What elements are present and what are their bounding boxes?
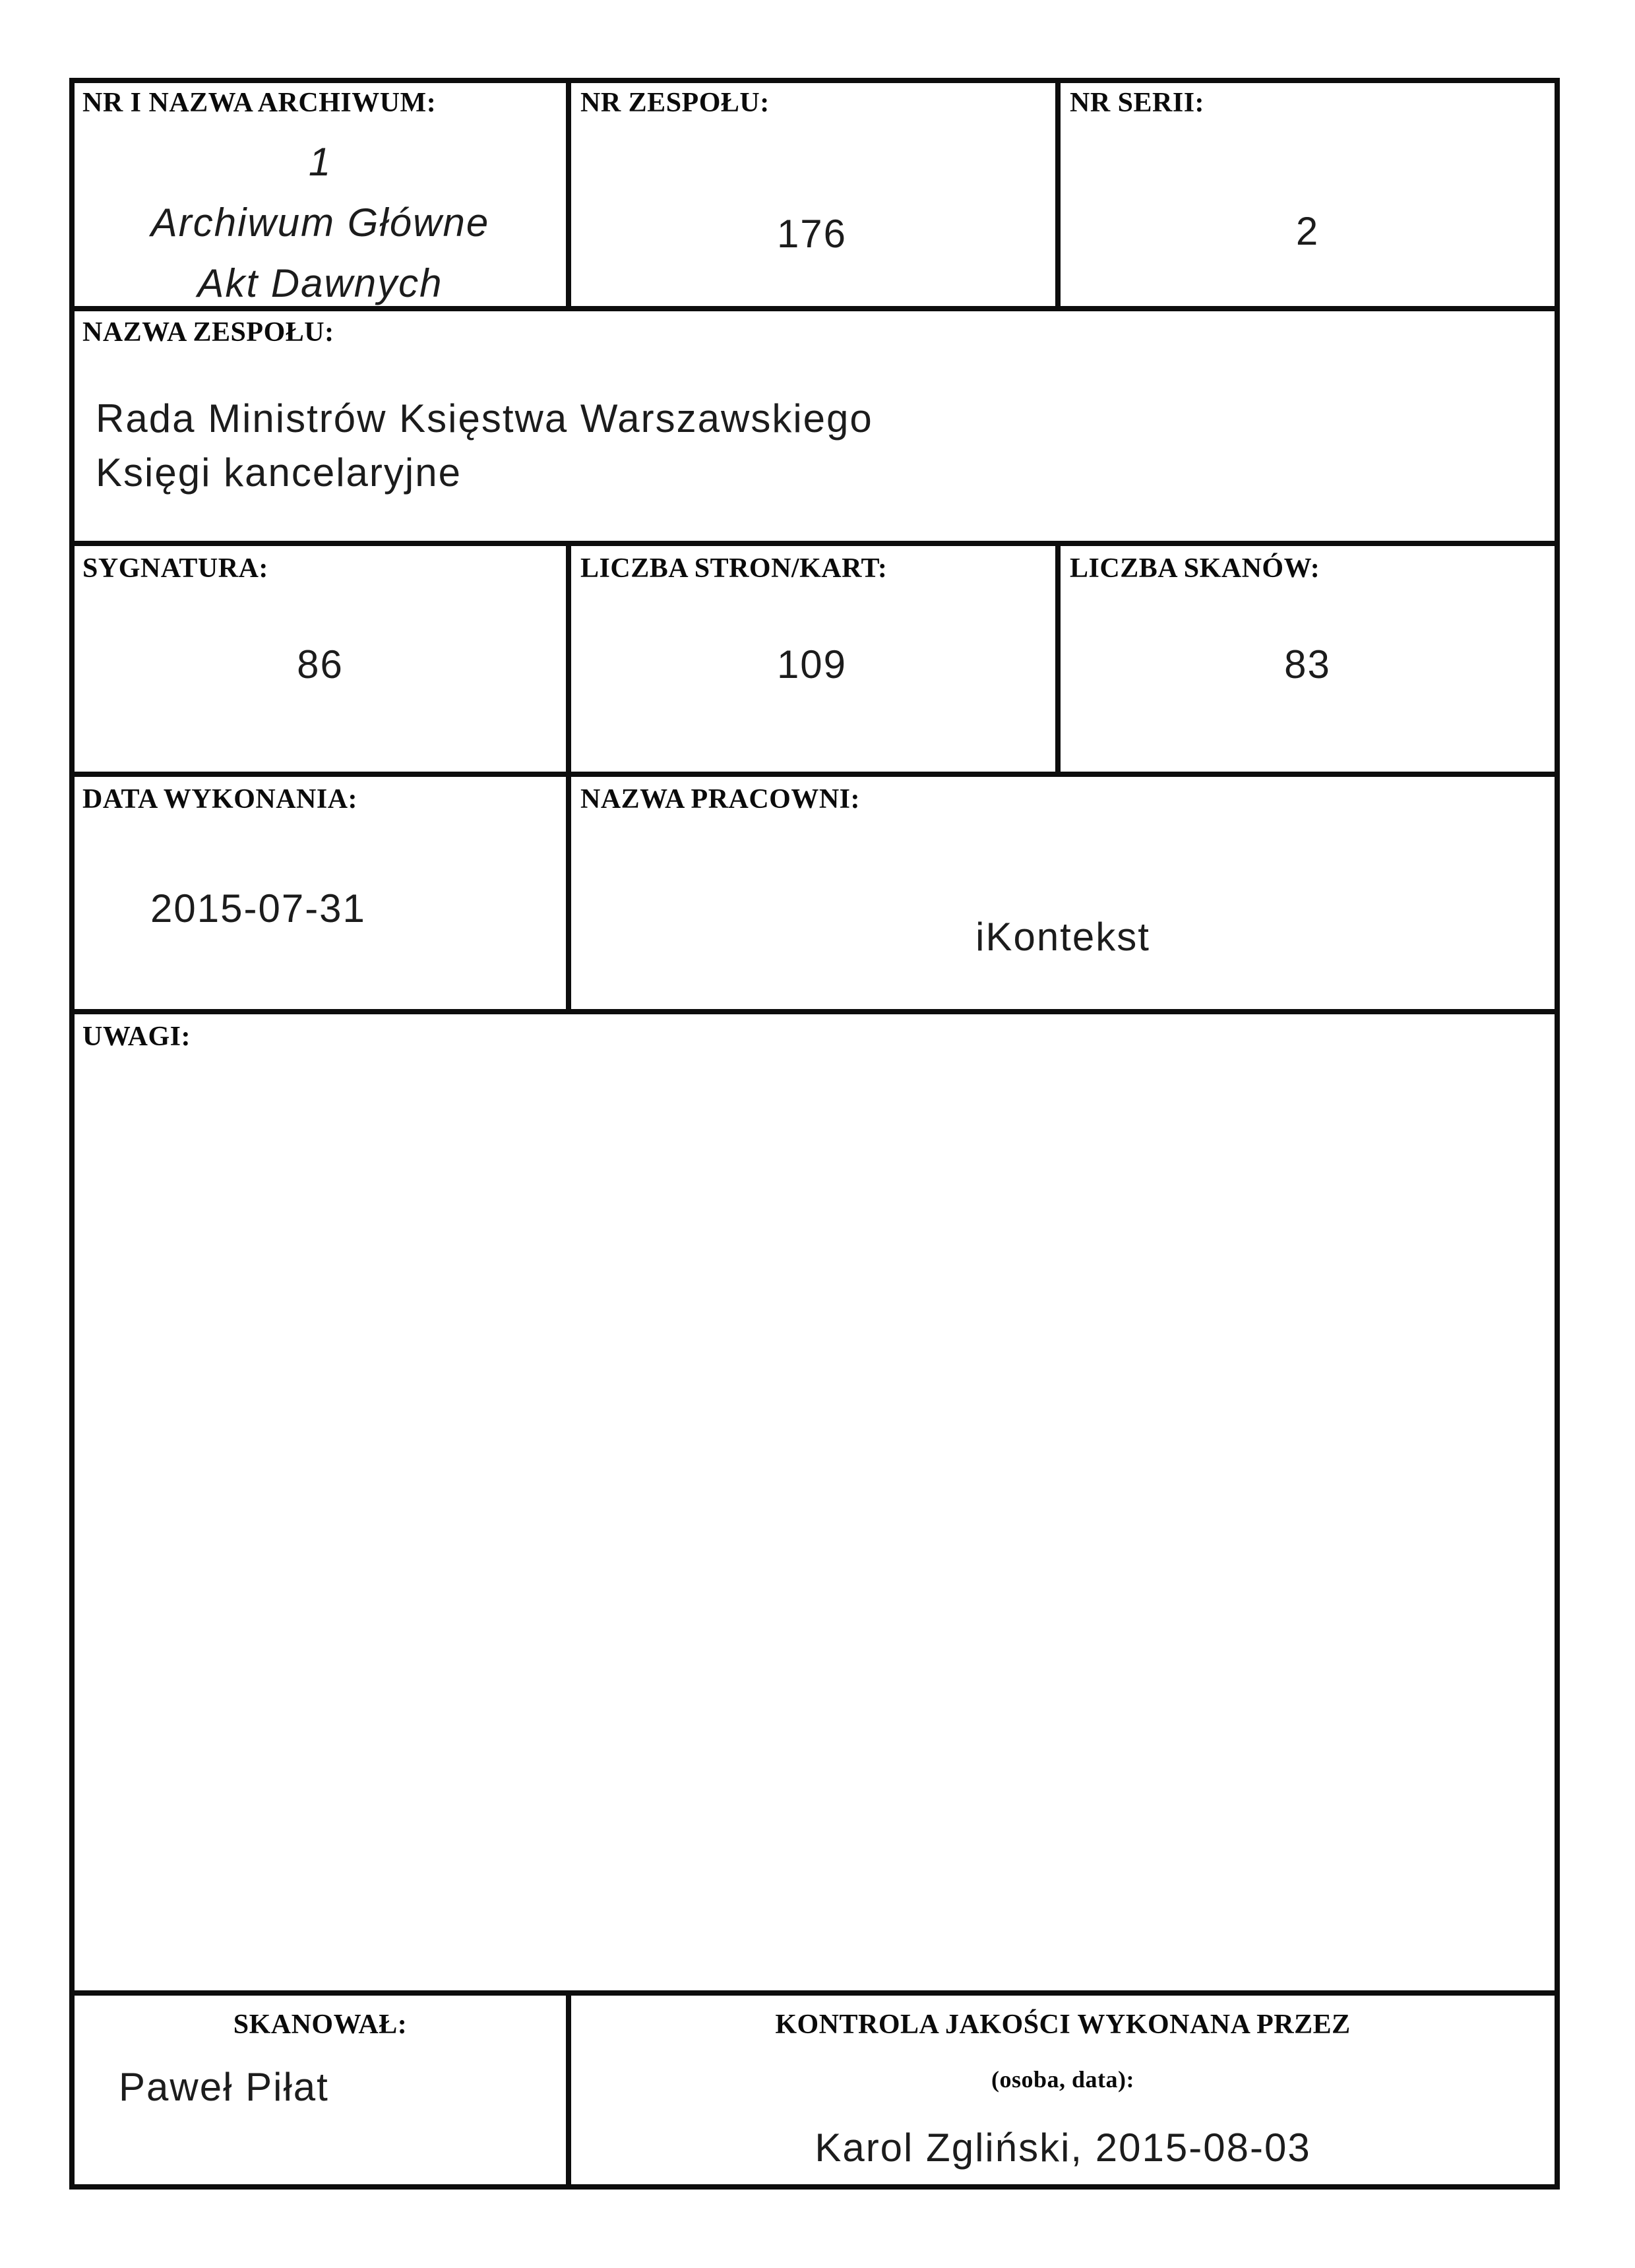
fonds-number-label: NR ZESPOŁU:	[580, 88, 770, 118]
grid-line	[69, 1990, 1560, 1996]
scanned-by-value: Paweł Piłat	[119, 2065, 329, 2109]
grid-line	[566, 541, 571, 1014]
archive-label: NR I NAZWA ARCHIWUM:	[82, 88, 437, 118]
date-of-execution-label: DATA WYKONANIA:	[82, 784, 358, 814]
signature-label: SYGNATURA:	[82, 553, 268, 584]
archive-name-line2: Akt Dawnych	[197, 261, 443, 305]
date-of-execution-value: 2015-07-31	[150, 886, 366, 931]
quality-control-value: Karol Zgliński, 2015-08-03	[815, 2126, 1311, 2170]
quality-control-label-line1: KONTROLA JAKOŚCI WYKONANA PRZEZ	[775, 2009, 1351, 2040]
grid-line	[1055, 541, 1061, 777]
grid-line	[566, 78, 571, 311]
fonds-number-value: 176	[776, 212, 848, 256]
quality-control-label-line2: (osoba, data):	[991, 2066, 1134, 2093]
pages-label: LICZBA STRON/KART:	[580, 553, 888, 584]
studio-value: iKontekst	[975, 915, 1150, 959]
signature-value: 86	[297, 642, 344, 687]
fonds-name-line1: Rada Ministrów Księstwa Warszawskiego	[96, 396, 873, 441]
scans-label: LICZBA SKANÓW:	[1070, 553, 1320, 584]
table-border-left	[69, 78, 75, 2190]
series-number-value: 2	[1295, 209, 1320, 253]
scanned-by-label: SKANOWAŁ:	[233, 2009, 408, 2040]
notes-label: UWAGI:	[82, 1022, 191, 1052]
studio-label: NAZWA PRACOWNI:	[580, 784, 861, 814]
grid-line	[69, 1009, 1560, 1014]
fonds-name-label: NAZWA ZESPOŁU:	[82, 317, 334, 348]
grid-line	[1055, 78, 1061, 311]
table-border-bottom	[69, 2184, 1560, 2190]
scans-value: 83	[1284, 642, 1331, 687]
table-border-right	[1555, 78, 1560, 2190]
grid-line	[566, 1990, 571, 2190]
grid-line	[69, 772, 1560, 777]
archive-name-line1: Archiwum Główne	[150, 200, 490, 245]
series-number-label: NR SERII:	[1070, 88, 1205, 118]
pages-value: 109	[776, 642, 848, 687]
table-border-top	[69, 78, 1560, 83]
fonds-name-line2: Księgi kancelaryjne	[96, 450, 462, 495]
archive-number: 1	[308, 140, 332, 184]
grid-line	[69, 541, 1560, 546]
